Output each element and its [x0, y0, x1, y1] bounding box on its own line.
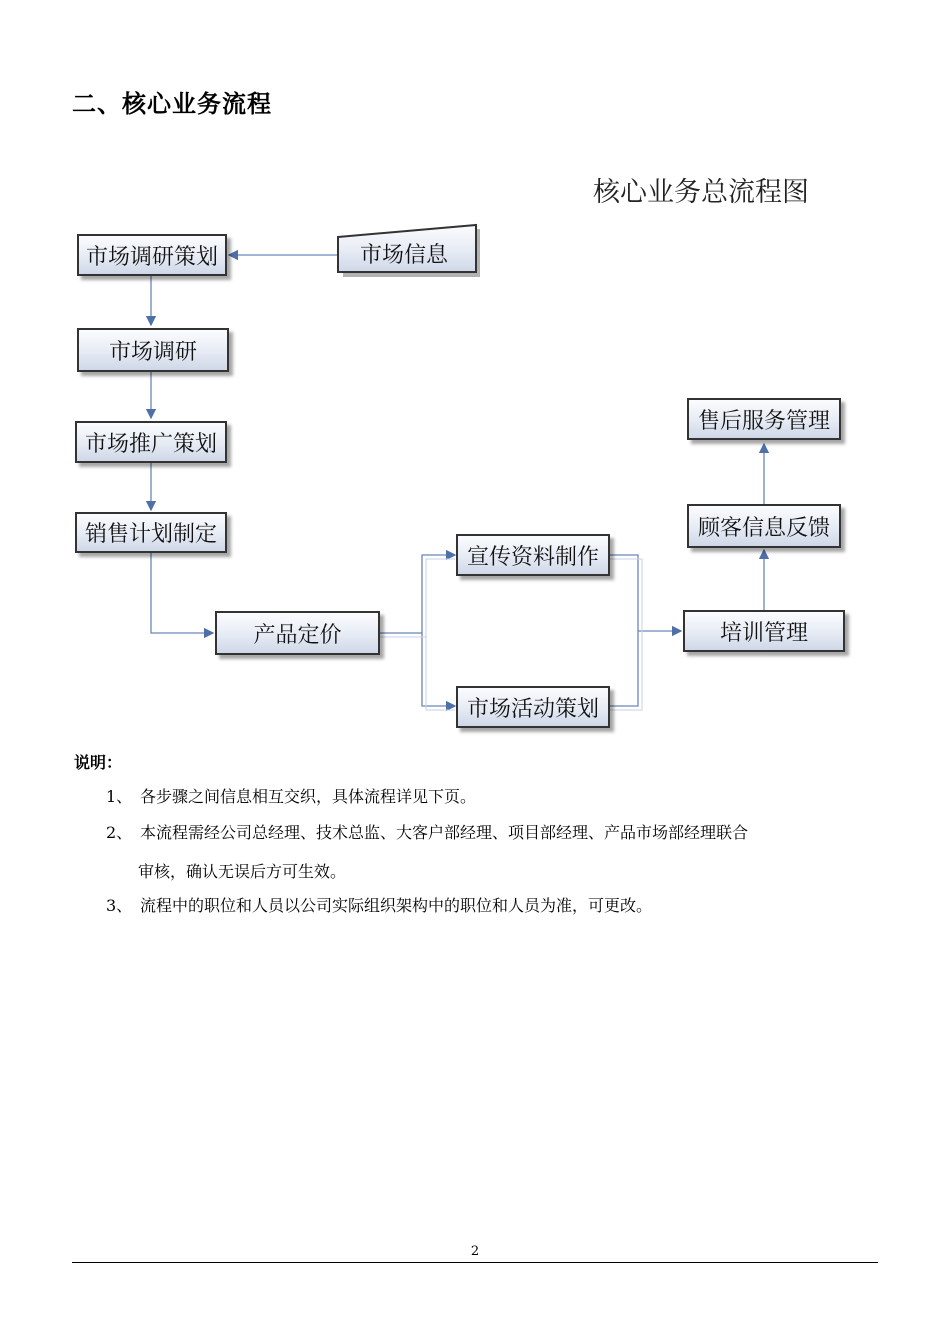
customer-feedback-node: 顾客信息反馈: [687, 504, 841, 548]
connector-pricing-to-materials: [380, 555, 455, 633]
notes-title: 说明：: [74, 753, 123, 772]
note-item: [106, 779, 476, 815]
pricing-node: 产品定价: [215, 611, 380, 655]
note-number: 2、: [106, 823, 133, 842]
connector-merge: [610, 555, 638, 706]
after-sales-node: 售后服务管理: [687, 398, 841, 440]
promotion-planning-node: 市场推广策划: [75, 421, 227, 463]
connector-sales-to-pricing: [151, 553, 213, 633]
note-text: 本流程需经公司总经理、技术总监、大客户部经理、项目部经理、产品市场部经理联合: [140, 823, 749, 842]
page-number: 2: [470, 1244, 480, 1259]
sales-plan-node: 销售计划制定: [75, 512, 227, 553]
note-text: 各步骤之间信息相互交织，具体流程详见下页。: [140, 787, 477, 806]
note-item: [106, 815, 748, 851]
section-heading: 二、核心业务流程: [72, 90, 272, 118]
research-planning-node: 市场调研策划: [77, 234, 227, 276]
connector-pricing-to-activity: [422, 633, 455, 706]
market-activity-node: 市场活动策划: [456, 686, 610, 728]
note-number: 1、: [106, 787, 133, 806]
note-text: 流程中的职位和人员以公司实际组织架构中的职位和人员为准，可更改。: [140, 896, 653, 915]
flowchart-title: 核心业务总流程图: [593, 177, 809, 208]
training-node: 培训管理: [683, 610, 845, 652]
note-number: 3、: [106, 896, 133, 915]
note-text-continued: 审核，确认无误后方可生效。: [138, 862, 347, 881]
promo-materials-node: 宣传资料制作: [456, 534, 610, 576]
market-research-node: 市场调研: [77, 328, 229, 372]
footer-divider: [72, 1262, 878, 1263]
note-item: [106, 888, 652, 924]
market-info-node: 市场信息: [360, 243, 449, 268]
